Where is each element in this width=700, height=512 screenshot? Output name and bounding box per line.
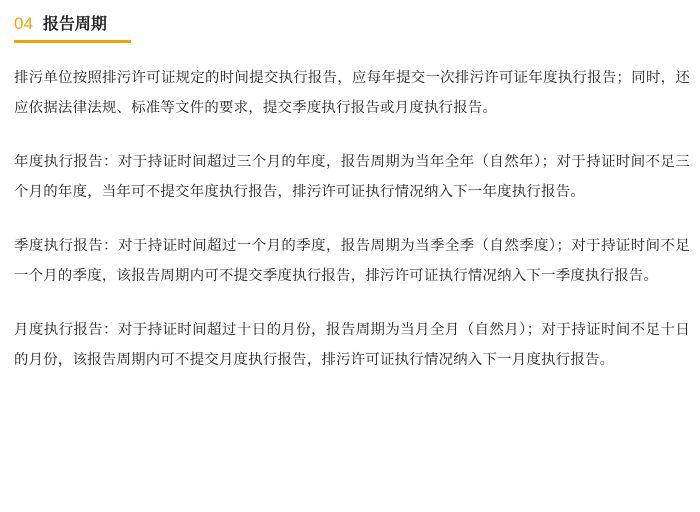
paragraph-quarterly-report: 季度执行报告：对于持证时间超过一个月的季度，报告周期为当季全季（自然季度）；对于持证时间不足一个月的季度，该报告周期内可不提交季度执行报告，排污许可证执行情况纳入下一季度执行报告。 bbox=[14, 238, 690, 284]
paragraph-intro: 排污单位按照排污许可证规定的时间提交执行报告，应每年提交一次排污许可证年度执行报告；同时，还应依据法律法规、标准等文件的要求，提交季度执行报告或月度执行报告。 bbox=[14, 70, 690, 116]
section-header bbox=[14, 10, 107, 42]
paragraph-annual-report: 年度执行报告：对于持证时间超过三个月的年度，报告周期为当年全年（自然年）；对于持证时间不足三个月的年度，当年可不提交年度执行报告，排污许可证执行情况纳入下一年度执行报告。 bbox=[14, 154, 690, 200]
paragraph-monthly-report: 月度执行报告：对于持证时间超过十日的月份，报告周期为当月全月（自然月）；对于持证时间不足十日的月份，该报告周期内可不提交月度执行报告，排污许可证执行情况纳入下一月度执行报告。 bbox=[14, 322, 690, 368]
section-underline bbox=[14, 40, 131, 43]
section-number: 04 bbox=[14, 14, 33, 33]
article-body bbox=[14, 64, 690, 400]
section-title: 报告周期 bbox=[42, 14, 107, 33]
